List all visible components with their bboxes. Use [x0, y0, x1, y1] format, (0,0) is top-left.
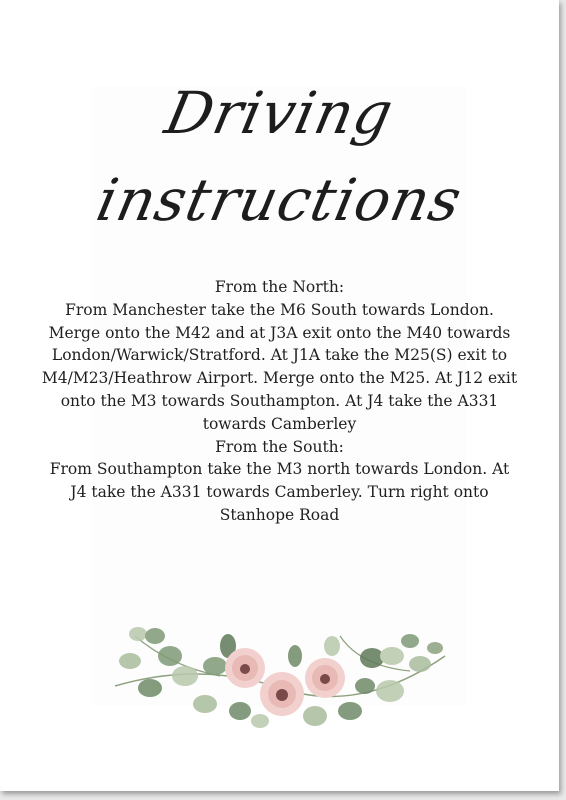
- title-line-2: instructions: [91, 166, 468, 234]
- south-directions: From Southampton take the M3 north towards London. At J4 take the A331 towards Camberley. Turn right onto Stanhope Road: [49, 460, 510, 524]
- north-heading: From the North:: [214, 278, 345, 296]
- north-directions: From Manchester take the M6 South towards London. Merge onto the M42 and at J3A exit onto the M40 towards London/Warwick/Stratford. At J1A take the M25(S) exit to M4/M23/Heathrow Airport. Merge onto the M25. At J12 exit onto the M3 towards Southampton. At J4 take the A331 towards Camberley: [41, 300, 518, 433]
- south-heading: From the South:: [215, 437, 344, 456]
- title-line-1: Driving: [159, 79, 400, 147]
- directions-body: [40, 276, 519, 527]
- floral-garland-illustration: [110, 616, 450, 741]
